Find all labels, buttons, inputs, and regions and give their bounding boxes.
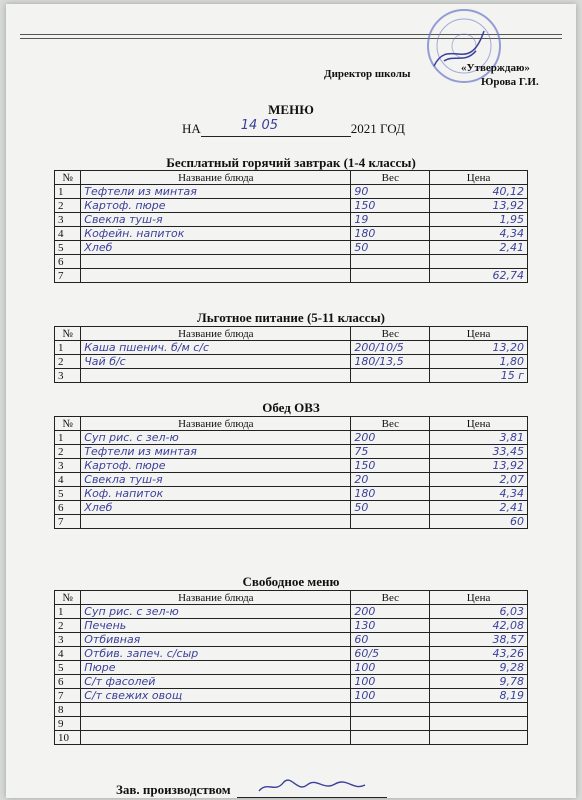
section-title-ovz: Обед ОВЗ bbox=[262, 400, 320, 415]
dish-name bbox=[81, 515, 351, 529]
menu-table-subsidized bbox=[54, 326, 528, 383]
col-price: Цена bbox=[430, 171, 528, 185]
dish-price: 60 bbox=[430, 515, 528, 529]
col-weight: Вес bbox=[351, 591, 430, 605]
col-num: № bbox=[55, 591, 81, 605]
menu-table-breakfast bbox=[54, 170, 528, 283]
dish-price: 9,28 bbox=[430, 661, 528, 675]
dish-weight: 75 bbox=[351, 445, 430, 459]
table-row bbox=[55, 703, 528, 717]
dish-price: 33,45 bbox=[430, 445, 528, 459]
dish-weight: 60 bbox=[351, 633, 430, 647]
dish-price: 1,95 bbox=[430, 213, 528, 227]
table-row bbox=[55, 717, 528, 731]
dish-price: 2,41 bbox=[430, 501, 528, 515]
dish-weight: 20 bbox=[351, 473, 430, 487]
director-name: Юрова Г.И. bbox=[481, 76, 539, 88]
dish-weight: 180 bbox=[351, 227, 430, 241]
table-row bbox=[55, 241, 528, 255]
school-stamp bbox=[424, 6, 504, 86]
dish-name bbox=[81, 717, 351, 731]
col-num: № bbox=[55, 327, 81, 341]
footer-signature-line bbox=[116, 782, 387, 798]
table-row bbox=[55, 213, 528, 227]
dish-price: 38,57 bbox=[430, 633, 528, 647]
col-name: Название блюда bbox=[81, 417, 351, 431]
table-row bbox=[55, 633, 528, 647]
row-num: 1 bbox=[55, 605, 81, 619]
row-num: 5 bbox=[55, 487, 81, 501]
table-row bbox=[55, 199, 528, 213]
year-suffix: 2021 ГОД bbox=[350, 121, 405, 136]
dish-price: 3,81 bbox=[430, 431, 528, 445]
dish-name: Отбивная bbox=[81, 633, 351, 647]
dish-price: 8,19 bbox=[430, 689, 528, 703]
dish-price: 43,26 bbox=[430, 647, 528, 661]
dish-weight bbox=[351, 703, 430, 717]
row-num: 1 bbox=[55, 431, 81, 445]
table-row bbox=[55, 431, 528, 445]
row-num: 8 bbox=[55, 703, 81, 717]
table-row bbox=[55, 675, 528, 689]
dish-price: 4,34 bbox=[430, 487, 528, 501]
row-num: 3 bbox=[55, 213, 81, 227]
menu-table-free bbox=[54, 590, 528, 745]
dish-price: 1,80 bbox=[430, 355, 528, 369]
footer-label: Зав. производством bbox=[116, 782, 231, 797]
dish-weight: 200 bbox=[351, 431, 430, 445]
table-row bbox=[55, 731, 528, 745]
dish-name: Кофейн. напиток bbox=[81, 227, 351, 241]
dish-price: 13,92 bbox=[430, 459, 528, 473]
dish-name: Печень bbox=[81, 619, 351, 633]
dish-name: Картоф. пюре bbox=[81, 459, 351, 473]
dish-weight: 130 bbox=[351, 619, 430, 633]
table-header bbox=[55, 171, 528, 185]
dish-name: Чай б/с bbox=[81, 355, 351, 369]
dish-name: Пюре bbox=[81, 661, 351, 675]
dish-name: Хлеб bbox=[81, 241, 351, 255]
date-blank bbox=[201, 118, 351, 137]
table-row bbox=[55, 661, 528, 675]
dish-weight: 200/10/5 bbox=[351, 341, 430, 355]
dish-price: 2,07 bbox=[430, 473, 528, 487]
row-num: 3 bbox=[55, 369, 81, 383]
table-row bbox=[55, 445, 528, 459]
col-weight: Вес bbox=[351, 171, 430, 185]
dish-name: С/т фасолей bbox=[81, 675, 351, 689]
col-name: Название блюда bbox=[81, 171, 351, 185]
dish-name: Суп рис. с зел-ю bbox=[81, 431, 351, 445]
table-row bbox=[55, 269, 528, 283]
table-row bbox=[55, 185, 528, 199]
col-weight: Вес bbox=[351, 417, 430, 431]
row-num: 6 bbox=[55, 675, 81, 689]
dish-weight bbox=[351, 255, 430, 269]
col-num: № bbox=[55, 417, 81, 431]
table-row bbox=[55, 227, 528, 241]
signature-scribble bbox=[257, 779, 367, 795]
dish-price bbox=[430, 731, 528, 745]
col-name: Название блюда bbox=[81, 591, 351, 605]
dish-weight: 90 bbox=[351, 185, 430, 199]
col-weight: Вес bbox=[351, 327, 430, 341]
dish-weight bbox=[351, 369, 430, 383]
dish-weight: 60/5 bbox=[351, 647, 430, 661]
document-page bbox=[6, 4, 576, 798]
dish-name: Картоф. пюре bbox=[81, 199, 351, 213]
dish-name bbox=[81, 731, 351, 745]
table-header bbox=[55, 327, 528, 341]
dish-name bbox=[81, 269, 351, 283]
dish-weight: 50 bbox=[351, 501, 430, 515]
row-num: 1 bbox=[55, 341, 81, 355]
row-num: 1 bbox=[55, 185, 81, 199]
date-line bbox=[182, 118, 405, 137]
row-num: 6 bbox=[55, 501, 81, 515]
dish-price: 62,74 bbox=[430, 269, 528, 283]
row-num: 2 bbox=[55, 355, 81, 369]
row-num: 2 bbox=[55, 445, 81, 459]
row-num: 2 bbox=[55, 199, 81, 213]
col-price: Цена bbox=[430, 591, 528, 605]
row-num: 7 bbox=[55, 269, 81, 283]
table-row bbox=[55, 369, 528, 383]
dish-weight: 180 bbox=[351, 487, 430, 501]
col-price: Цена bbox=[430, 417, 528, 431]
menu-title: МЕНЮ bbox=[268, 102, 314, 117]
dish-price: 4,34 bbox=[430, 227, 528, 241]
dish-weight bbox=[351, 717, 430, 731]
dish-weight bbox=[351, 515, 430, 529]
table-header bbox=[55, 591, 528, 605]
table-row bbox=[55, 619, 528, 633]
dish-price bbox=[430, 703, 528, 717]
table-row bbox=[55, 501, 528, 515]
row-num: 5 bbox=[55, 661, 81, 675]
table-row bbox=[55, 341, 528, 355]
table-row bbox=[55, 689, 528, 703]
table-row bbox=[55, 255, 528, 269]
dish-weight: 100 bbox=[351, 689, 430, 703]
row-num: 5 bbox=[55, 241, 81, 255]
table-row bbox=[55, 515, 528, 529]
table-header bbox=[55, 417, 528, 431]
row-num: 4 bbox=[55, 227, 81, 241]
col-name: Название блюда bbox=[81, 327, 351, 341]
row-num: 6 bbox=[55, 255, 81, 269]
table-row bbox=[55, 647, 528, 661]
section-title-free: Свободное меню bbox=[242, 574, 340, 589]
approve-label: «Утверждаю» bbox=[461, 62, 530, 74]
row-num: 3 bbox=[55, 459, 81, 473]
table-row bbox=[55, 459, 528, 473]
date-prefix: НА bbox=[182, 121, 201, 136]
dish-price: 9,78 bbox=[430, 675, 528, 689]
dish-weight: 50 bbox=[351, 241, 430, 255]
dish-name: Свекла туш-я bbox=[81, 213, 351, 227]
dish-name: Хлеб bbox=[81, 501, 351, 515]
dish-weight bbox=[351, 269, 430, 283]
dish-name: Суп рис. с зел-ю bbox=[81, 605, 351, 619]
dish-price bbox=[430, 255, 528, 269]
row-num: 3 bbox=[55, 633, 81, 647]
dish-weight: 150 bbox=[351, 199, 430, 213]
row-num: 10 bbox=[55, 731, 81, 745]
dish-name: С/т свежих овощ bbox=[81, 689, 351, 703]
menu-table-ovz bbox=[54, 416, 528, 529]
dish-price bbox=[430, 717, 528, 731]
row-num: 4 bbox=[55, 473, 81, 487]
dish-name bbox=[81, 703, 351, 717]
dish-weight: 200 bbox=[351, 605, 430, 619]
date-handwritten: 14 05 bbox=[240, 118, 278, 133]
dish-price: 42,08 bbox=[430, 619, 528, 633]
col-price: Цена bbox=[430, 327, 528, 341]
dish-weight: 19 bbox=[351, 213, 430, 227]
dish-name: Тефтели из минтая bbox=[81, 445, 351, 459]
row-num: 4 bbox=[55, 647, 81, 661]
dish-weight bbox=[351, 731, 430, 745]
table-row bbox=[55, 487, 528, 501]
director-label: Директор школы bbox=[324, 68, 411, 80]
dish-weight: 180/13,5 bbox=[351, 355, 430, 369]
dish-price: 13,20 bbox=[430, 341, 528, 355]
col-num: № bbox=[55, 171, 81, 185]
dish-weight: 100 bbox=[351, 675, 430, 689]
dish-name: Каша пшенич. б/м с/с bbox=[81, 341, 351, 355]
row-num: 2 bbox=[55, 619, 81, 633]
section-title-subsidized: Льготное питание (5-11 классы) bbox=[197, 310, 385, 325]
signature-blank bbox=[237, 787, 387, 798]
row-num: 7 bbox=[55, 515, 81, 529]
dish-price: 13,92 bbox=[430, 199, 528, 213]
dish-price: 40,12 bbox=[430, 185, 528, 199]
dish-name bbox=[81, 255, 351, 269]
table-row bbox=[55, 355, 528, 369]
table-row bbox=[55, 473, 528, 487]
dish-name: Коф. напиток bbox=[81, 487, 351, 501]
dish-name bbox=[81, 369, 351, 383]
dish-name: Свекла туш-я bbox=[81, 473, 351, 487]
dish-name: Тефтели из минтая bbox=[81, 185, 351, 199]
dish-price: 15 г bbox=[430, 369, 528, 383]
dish-price: 2,41 bbox=[430, 241, 528, 255]
row-num: 9 bbox=[55, 717, 81, 731]
dish-weight: 100 bbox=[351, 661, 430, 675]
dish-name: Отбив. запеч. с/сыр bbox=[81, 647, 351, 661]
table-row bbox=[55, 605, 528, 619]
row-num: 7 bbox=[55, 689, 81, 703]
dish-price: 6,03 bbox=[430, 605, 528, 619]
section-title-breakfast: Бесплатный горячий завтрак (1-4 классы) bbox=[166, 155, 416, 170]
dish-weight: 150 bbox=[351, 459, 430, 473]
